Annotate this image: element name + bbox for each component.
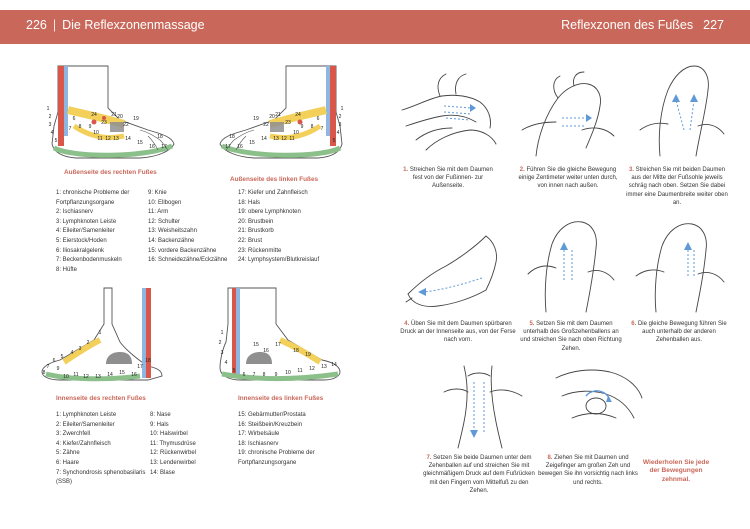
legend-inner-c: [238, 411, 350, 469]
caption-inner-right: Innenseite des rechten Fußes: [56, 395, 146, 402]
zone-number-label: 19: [133, 116, 139, 122]
zone-number-label: 8: [78, 124, 82, 130]
step-4-illustration: [402, 226, 502, 316]
zone-number-label: 4: [50, 130, 54, 136]
zone-number-label: 14: [331, 362, 337, 368]
legend-item: 7: Beckenbodenmuskeln: [56, 257, 122, 264]
zone-number-label: 21: [275, 112, 281, 118]
zone-number-label: 18: [293, 348, 299, 354]
zone-number-label: 1: [340, 106, 344, 112]
legend-item: 7: Synchondrosis sphenobasilaris (SSB): [56, 469, 146, 486]
zone-number-label: 16: [149, 144, 155, 150]
zone-number-label: 20: [269, 114, 275, 120]
foot-inner-left-illustration: [216, 284, 344, 390]
legend-item: 22: Brust: [238, 237, 263, 244]
legend-item: 19: obere Lymphknoten: [238, 209, 301, 216]
step-2-illustration: [516, 70, 620, 162]
legend-inner-b: [150, 411, 236, 478]
zone-number-label: 14: [125, 136, 131, 142]
legend-item: 1: chronische Probleme der Fortpflanzungsorgane: [56, 190, 130, 206]
legend-inner-a: [56, 411, 148, 488]
legend-item: 13: Weisheitszahn: [148, 228, 197, 235]
foot-inner-right-illustration: [40, 284, 168, 390]
zone-number-label: 12: [309, 366, 315, 372]
zone-number-label: 8: [262, 372, 266, 378]
legend-item: 6: Haare: [56, 459, 80, 466]
legend-item: 8: Nase: [150, 412, 171, 418]
legend-item: 14: Backenzähne: [148, 237, 195, 244]
zone-number-label: 3: [338, 122, 342, 128]
step-number: 5.: [529, 321, 535, 327]
zone-number-label: 18: [157, 134, 163, 140]
zone-number-label: 19: [305, 352, 311, 358]
step-description: Setzen Sie beide Daumen unter dem Zehenballen auf und streichen Sie mit gleichmäßigem Druck auf dem Fußrücken mit den Fingern vom Mittelfuß zu den Zehen.: [423, 455, 535, 494]
zone-number-label: 8: [42, 370, 46, 376]
zone-number-label: 7: [252, 372, 256, 378]
zone-number-label: 11: [73, 372, 79, 378]
step-3-text: [624, 166, 730, 207]
header-left: 226 | Die Reflexzonenmassage: [26, 18, 205, 32]
legend-item: 17: Kiefer und Zahnfleisch: [238, 190, 308, 196]
zone-number-label: 12: [281, 136, 287, 142]
zone-number-label: 6: [72, 116, 76, 122]
header-right: [561, 18, 724, 32]
legend-item: 11: Thymusdrüse: [150, 440, 196, 447]
legend-item: 24: Lymphsystem/Blutkreislauf: [238, 257, 320, 264]
page-header: [0, 10, 750, 44]
chapter-title: Die Reflexzonenmassage: [62, 18, 205, 32]
step-description: Streichen Sie mit beiden Daumen aus der Mitte der Fußsohle jeweils schräg nach oben. Setzen Sie dabei immer eine Daumenbreite weiter oben an.: [626, 167, 728, 206]
caption-inner-left: Innenseite des linken Fußes: [238, 395, 324, 402]
zone-number-label: 12: [83, 374, 89, 380]
step-2-text: [514, 166, 622, 191]
step-7-illustration: [434, 362, 530, 450]
zone-number-label: 17: [161, 144, 167, 150]
zone-number-label: 16: [131, 372, 137, 378]
zone-number-label: 3: [220, 350, 224, 356]
step-number: 7.: [426, 455, 432, 461]
zone-number-label: 18: [229, 134, 235, 140]
legend-item: 14: Blase: [150, 469, 176, 476]
step-number: 2.: [519, 167, 525, 173]
legend-item: 21: Brustkorb: [238, 228, 274, 235]
zone-number-label: 15: [253, 342, 259, 348]
legend-item: 12: Rückenwirbel: [150, 450, 197, 457]
zone-number-label: 11: [97, 136, 103, 142]
zone-number-label: 2: [218, 340, 222, 346]
zone-number-label: 7: [68, 126, 72, 132]
zone-number-label: 23: [101, 120, 107, 126]
step-1-illustration: [396, 70, 500, 162]
zone-number-label: 16: [237, 144, 243, 150]
zone-number-label: 5: [54, 138, 58, 144]
legend-item: 3: Zwerchfell: [56, 431, 91, 438]
zone-number-label: 19: [253, 116, 259, 122]
zone-number-label: 20: [117, 114, 123, 120]
zone-number-label: 1: [46, 106, 50, 112]
zone-number-label: 10: [285, 370, 291, 376]
step-8-text: [538, 454, 638, 487]
step-description: Streichen Sie mit dem Daumen fest von der Fußinnen- zur Außenseite.: [409, 167, 493, 190]
zone-number-label: 14: [107, 372, 113, 378]
zone-number-label: 7: [320, 126, 324, 132]
zone-number-label: 3: [48, 122, 52, 128]
zone-number-label: 9: [300, 124, 304, 130]
zone-number-label: 2: [86, 340, 90, 346]
legend-item: 5: Eierstock/Hoden: [56, 237, 107, 244]
zone-number-label: 9: [56, 366, 60, 372]
step-1-text: [398, 166, 498, 191]
step-7-text: [420, 454, 538, 495]
zone-number-label: 11: [289, 136, 295, 142]
zone-number-label: 6: [316, 116, 320, 122]
zone-number-label: 11: [297, 368, 303, 374]
zone-number-label: 22: [123, 122, 129, 128]
zone-number-label: 1: [220, 330, 224, 336]
zone-number-label: 23: [285, 120, 291, 126]
zone-number-label: 15: [137, 140, 143, 146]
zone-number-label: 6: [52, 358, 56, 364]
zone-number-label: 17: [275, 342, 281, 348]
zone-number-label: 3: [78, 346, 82, 352]
section-title: Reflexzonen des Fußes: [561, 18, 694, 32]
zone-number-label: 13: [321, 364, 327, 370]
legend-item: 20: Brustbein: [238, 218, 274, 225]
zone-number-label: 22: [263, 122, 269, 128]
zone-number-label: 1: [98, 330, 102, 336]
zone-number-label: 9: [88, 124, 92, 130]
legend-item: 2: Ischiasnerv: [56, 209, 94, 216]
zone-number-label: 9: [274, 372, 278, 378]
zone-number-label: 10: [93, 130, 99, 136]
zone-number-label: 4: [336, 130, 340, 136]
repeat-note: Wiederholen Sie jede der Bewegungen zehnmal.: [642, 459, 710, 483]
legend-item: 17: Wirbelsäule: [238, 431, 280, 438]
step-8-illustration: [552, 348, 648, 444]
legend-item: 16: Steißbein/Kreuzbein: [238, 421, 303, 428]
page-number-right: 227: [703, 18, 724, 32]
zone-number-label: 15: [119, 370, 125, 376]
legend-item: 11: Arm: [148, 209, 169, 216]
zone-number-label: 24: [295, 112, 301, 118]
zone-number-label: 15: [249, 140, 255, 146]
step-number: 4.: [404, 321, 410, 327]
legend-item: 15: Gebärmutter/Prostata: [238, 412, 306, 418]
zone-number-label: 18: [145, 358, 151, 364]
step-4-text: [400, 320, 516, 345]
step-description: Die gleiche Bewegung führen Sie auch unterhalb der anderen Zehenballen aus.: [637, 321, 727, 344]
zone-number-label: 2: [338, 114, 342, 120]
zone-number-label: 5: [332, 138, 336, 144]
legend-item: 18: Hals: [238, 199, 261, 206]
legend-outer-a: [56, 189, 148, 275]
legend-item: 9: Knie: [148, 190, 167, 196]
step-5-illustration: [520, 214, 620, 316]
legend-item: 18: Ischiasnerv: [238, 440, 279, 447]
legend-item: 3: Lymphknoten Leiste: [56, 218, 117, 225]
legend-item: 10: Ellbogen: [148, 199, 182, 206]
zone-number-label: 16: [263, 348, 269, 354]
legend-item: 6: Iliosakralgelenk: [56, 247, 105, 254]
zone-number-label: 24: [91, 112, 97, 118]
step-number: 6.: [631, 321, 637, 327]
zone-number-label: 10: [63, 374, 69, 380]
zone-number-label: 4: [70, 350, 74, 356]
caption-outer-right: Außenseite des rechten Fußes: [64, 169, 157, 176]
step-number: 1.: [403, 167, 409, 173]
step-3-illustration: [630, 60, 730, 162]
step-number: 8.: [547, 455, 553, 461]
zone-number-label: 7: [46, 364, 50, 370]
legend-item: 1: Lymphknoten Leiste: [56, 412, 117, 418]
zone-number-label: 14: [261, 136, 267, 142]
legend-item: 19: chronische Probleme der Fortpflanzungsorgane: [238, 450, 315, 466]
caption-outer-left: Außenseite des linken Fußes: [230, 176, 319, 183]
foot-outer-left-illustration: [214, 60, 350, 166]
legend-item: 12: Schulter: [148, 218, 181, 225]
legend-item: 15: vordere Backenzähne: [148, 247, 217, 254]
step-description: Üben Sie mit dem Daumen spürbaren Druck an der Innenseite aus, von der Ferse nach vorn.: [400, 321, 516, 344]
legend-item: 9: Hals: [150, 421, 169, 428]
legend-item: 8: Hüfte: [56, 266, 78, 273]
legend-item: 2: Eileiter/Samenleiter: [56, 421, 115, 428]
legend-item: 10: Halswirbel: [150, 431, 188, 438]
zone-number-label: 4: [224, 360, 228, 366]
zone-number-label: 5: [232, 368, 236, 374]
zone-number-label: 2: [48, 114, 52, 120]
zone-number-label: 17: [225, 144, 231, 150]
legend-item: 5: Zähne: [56, 450, 80, 457]
zone-number-label: 8: [310, 124, 314, 130]
step-description: Führen Sie die gleiche Bewegung einige Zentimeter weiter unten durch, von innen nach außen.: [518, 167, 618, 190]
legend-item: 4: Kiefer/Zahnfleisch: [56, 440, 111, 447]
zone-number-label: 5: [60, 354, 64, 360]
page-number-left: 226: [26, 18, 47, 32]
zone-number-label: 17: [137, 364, 143, 370]
zone-number-label: 10: [293, 130, 299, 136]
legend-item: 23: Rückenmitte: [238, 247, 282, 254]
zone-number-label: 6: [242, 372, 246, 378]
zone-number-label: 13: [273, 136, 279, 142]
zone-number-label: 13: [95, 374, 101, 380]
zone-number-label: 21: [111, 112, 117, 118]
zone-number-label: 13: [113, 136, 119, 142]
step-description: Ziehen Sie mit Daumen und Zeigefinger am großen Zeh und bewegen Sie ihn vorsichtig nach links und rechts.: [538, 455, 638, 486]
step-6-text: [628, 320, 730, 345]
legend-outer-c: [238, 189, 358, 266]
legend-item: 16: Schneidezähne/Eckzähne: [148, 257, 228, 264]
step-description: Setzen Sie mit dem Daumen unterhalb des Großzehenballens an und streichen Sie nach oben Richtung Zehen.: [520, 321, 622, 352]
legend-item: 13: Lendenwirbel: [150, 459, 196, 466]
step-number: 3.: [628, 167, 634, 173]
foot-outer-right-illustration: [44, 60, 180, 166]
legend-item: 4: Eileiter/Samenleiter: [56, 228, 115, 235]
zone-number-label: 12: [105, 136, 111, 142]
legend-outer-b: [148, 189, 238, 266]
step-6-illustration: [628, 214, 728, 316]
